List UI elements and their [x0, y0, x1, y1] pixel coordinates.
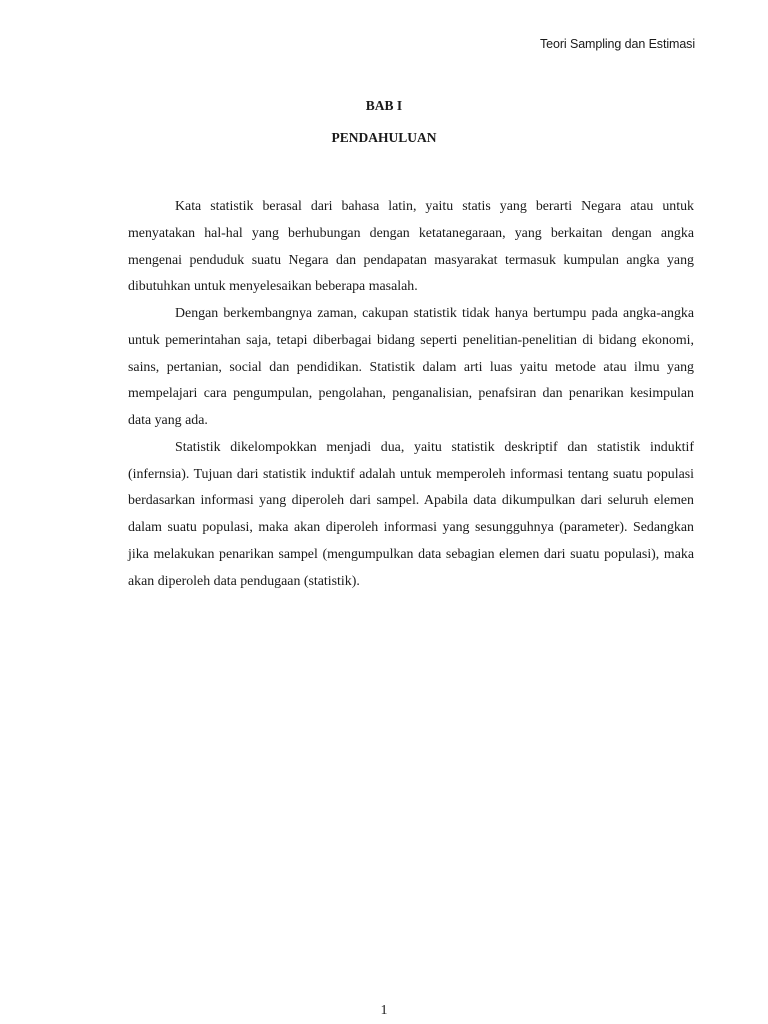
running-header: Teori Sampling dan Estimasi — [539, 37, 695, 51]
paragraph: Kata statistik berasal dari bahasa latin, yaitu statis yang berarti Negara atau untuk menyatakan hal-hal yang berhubungan dengan ketatanegaraan, yang berkaitan dengan angka mengenai penduduk suatu Negara dan pendapatan masyarakat termasuk kumpulan angka yang dibutuhkan untuk menyelesaikan beberapa masalah. — [128, 199, 694, 295]
chapter-title: PENDAHULUAN — [331, 130, 437, 145]
chapter-heading — [0, 90, 768, 154]
chapter-number: BAB I — [365, 98, 403, 113]
paragraph: Statistik dikelompokkan menjadi dua, yaitu statistik deskriptif dan statistik induktif (infernsia). Tujuan dari statistik induktif adalah untuk memperoleh informasi tentang suatu populasi berdasarkan informasi yang diperoleh dari sampel. Apabila data dikumpulkan dari seluruh elemen dalam suatu populasi, maka akan diperoleh informasi yang sesungguhnya (parameter). Sedangkan jika melakukan penarikan sampel (mengumpulkan data sebagian elemen dari suatu populasi), maka akan diperoleh data pendugaan (statistik). — [128, 439, 694, 589]
body-text — [128, 194, 694, 595]
paragraph: Dengan berkembangnya zaman, cakupan statistik tidak hanya bertumpu pada angka-angka untuk pemerintahan saja, tetapi diberbagai bidang seperti penelitian-penelitian di bidang ekonomi, sains, pertanian, social dan pendidikan. Statistik dalam arti luas yaitu metode atau ilmu yang mempelajari cara pengumpulan, pengolahan, penganalisian, penafsiran dan penarikan kesimpulan data yang ada. — [128, 306, 694, 428]
page-number: 1 — [380, 1003, 388, 1018]
